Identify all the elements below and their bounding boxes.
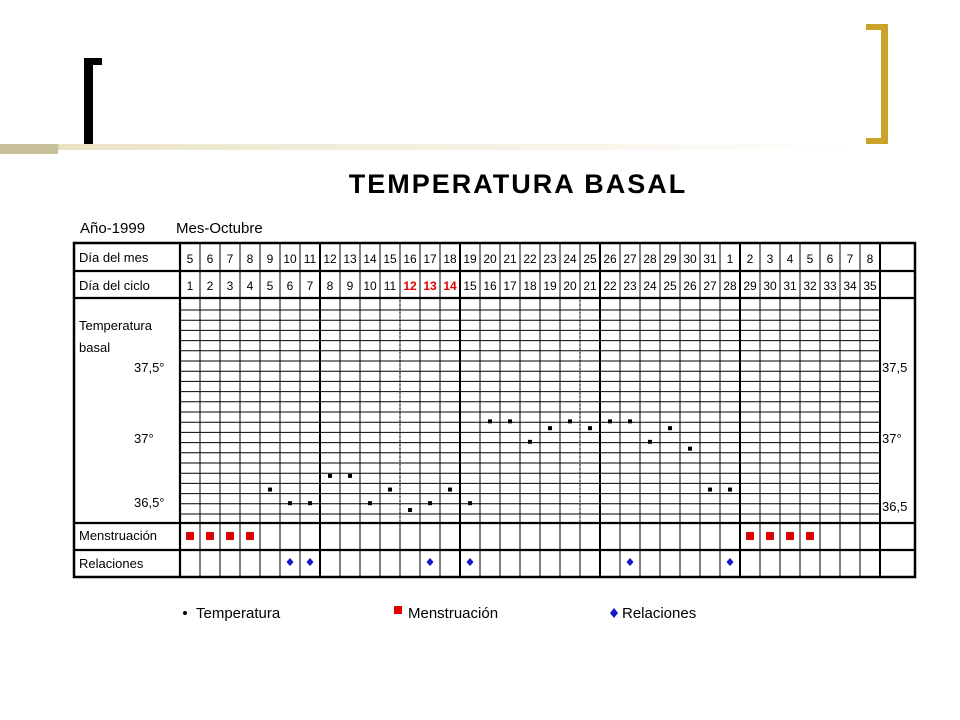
temperature-point <box>288 501 292 505</box>
relations-mark <box>307 558 314 566</box>
day-of-month-label: 15 <box>383 252 397 266</box>
temperature-point <box>428 501 432 505</box>
day-of-month-label: 27 <box>623 252 637 266</box>
day-of-month-label: 17 <box>423 252 437 266</box>
day-of-month-label: 24 <box>563 252 577 266</box>
cycle-day-label: 35 <box>863 279 877 293</box>
day-of-month-label: 6 <box>206 252 214 266</box>
cycle-day-label: 26 <box>683 279 697 293</box>
y-tick-right-37-5: 37,5 <box>882 360 908 375</box>
y-tick-right-36-5: 36,5 <box>882 499 908 514</box>
menstruation-mark <box>766 532 774 540</box>
temperature-point <box>408 508 412 512</box>
cycle-day-label: 25 <box>663 279 677 293</box>
day-of-month-label: 8 <box>246 252 254 266</box>
cycle-day-label: 24 <box>643 279 657 293</box>
cycle-day-label: 28 <box>723 279 737 293</box>
temperature-point <box>328 474 332 478</box>
day-of-month-label: 3 <box>766 252 774 266</box>
cycle-day-label: 2 <box>206 279 214 293</box>
temperature-point <box>568 419 572 423</box>
relations-mark <box>427 558 434 566</box>
legend-temperature-marker <box>183 611 187 615</box>
temperature-point <box>308 501 312 505</box>
temperature-point <box>548 426 552 430</box>
month-label: Mes-Octubre <box>176 220 263 237</box>
temperature-point <box>728 488 732 492</box>
cycle-day-label: 13 <box>423 279 437 293</box>
day-of-month-label: 5 <box>806 252 814 266</box>
day-of-month-label: 10 <box>283 252 297 266</box>
row-label-relaciones: Relaciones <box>79 556 144 571</box>
day-of-month-label: 2 <box>746 252 754 266</box>
temperature-point <box>268 488 272 492</box>
cycle-day-label: 18 <box>523 279 537 293</box>
row-label-dia-mes: Día del mes <box>79 250 149 265</box>
chart-title: TEMPERATURA BASAL <box>348 169 688 199</box>
row-label-basal: basal <box>79 340 111 355</box>
temperature-point <box>368 501 372 505</box>
menstruation-mark <box>246 532 254 540</box>
day-of-month-label: 4 <box>786 252 794 266</box>
menstruation-mark <box>226 532 234 540</box>
cycle-day-label: 22 <box>603 279 617 293</box>
temperature-point <box>488 419 492 423</box>
cycle-day-label: 23 <box>623 279 637 293</box>
cycle-day-label: 33 <box>823 279 837 293</box>
cycle-day-label: 9 <box>346 279 354 293</box>
cycle-day-label: 34 <box>843 279 857 293</box>
day-of-month-label: 7 <box>846 252 854 266</box>
cycle-day-label: 30 <box>763 279 777 293</box>
cycle-day-label: 6 <box>286 279 294 293</box>
temperature-point <box>388 488 392 492</box>
row-label-menstruacion: Menstruación <box>79 528 158 543</box>
day-of-month-label: 31 <box>703 252 717 266</box>
menstruation-mark <box>806 532 814 540</box>
temperature-point <box>708 488 712 492</box>
temperature-point <box>588 426 592 430</box>
menstruation-mark <box>746 532 754 540</box>
day-of-month-label: 22 <box>523 252 537 266</box>
temperature-point <box>648 440 652 444</box>
day-of-month-label: 20 <box>483 252 497 266</box>
menstruation-mark <box>786 532 794 540</box>
day-of-month-label: 26 <box>603 252 617 266</box>
temperature-point <box>508 419 512 423</box>
temperature-point <box>468 501 472 505</box>
cycle-day-label: 3 <box>226 279 234 293</box>
cycle-day-label: 12 <box>403 279 417 293</box>
day-of-month-label: 23 <box>543 252 557 266</box>
cycle-day-label: 21 <box>583 279 597 293</box>
day-of-month-label: 30 <box>683 252 697 266</box>
legend-relations-label: Relaciones <box>622 605 697 622</box>
cycle-day-label: 14 <box>443 279 457 293</box>
cycle-day-label: 7 <box>306 279 314 293</box>
legend-menstruation-label: Menstruación <box>408 605 499 622</box>
year-label: Año-1999 <box>80 220 146 237</box>
relations-mark <box>287 558 294 566</box>
cycle-day-label: 1 <box>186 279 194 293</box>
cycle-day-label: 32 <box>803 279 817 293</box>
day-of-month-label: 16 <box>403 252 417 266</box>
day-of-month-label: 18 <box>443 252 457 266</box>
temperature-point <box>448 488 452 492</box>
day-of-month-label: 29 <box>663 252 677 266</box>
chart-grid <box>74 243 915 577</box>
cycle-day-label: 17 <box>503 279 517 293</box>
relations-mark <box>627 558 634 566</box>
cycle-day-label: 10 <box>363 279 377 293</box>
cycle-day-label: 8 <box>326 279 334 293</box>
cycle-day-label: 15 <box>463 279 477 293</box>
temperature-point <box>348 474 352 478</box>
legend-relations-marker <box>610 608 618 618</box>
cycle-day-label: 29 <box>743 279 757 293</box>
day-of-month-label: 12 <box>323 252 337 266</box>
day-of-month-label: 6 <box>826 252 834 266</box>
temperature-point <box>528 440 532 444</box>
day-number-labels <box>187 252 877 293</box>
cycle-day-label: 27 <box>703 279 717 293</box>
menstruation-mark <box>206 532 214 540</box>
y-tick-36-5: 36,5° <box>134 495 165 510</box>
y-tick-37: 37° <box>134 431 154 446</box>
row-label-dia-ciclo: Día del ciclo <box>79 278 150 293</box>
day-of-month-label: 25 <box>583 252 597 266</box>
day-of-month-label: 14 <box>363 252 377 266</box>
temperature-point <box>688 447 692 451</box>
day-of-month-label: 13 <box>343 252 357 266</box>
cycle-day-label: 11 <box>383 279 397 293</box>
temperature-point <box>608 419 612 423</box>
day-of-month-label: 9 <box>266 252 274 266</box>
day-of-month-label: 11 <box>303 252 317 266</box>
cycle-day-label: 19 <box>543 279 557 293</box>
y-tick-37-5: 37,5° <box>134 360 165 375</box>
y-tick-right-37: 37° <box>882 431 902 446</box>
day-of-month-label: 28 <box>643 252 657 266</box>
day-of-month-label: 8 <box>866 252 874 266</box>
menstruation-mark <box>186 532 194 540</box>
chart-legend <box>183 605 696 622</box>
day-of-month-label: 19 <box>463 252 477 266</box>
day-of-month-label: 1 <box>726 252 734 266</box>
legend-temperature-label: Temperatura <box>196 605 281 622</box>
temperature-point <box>668 426 672 430</box>
row-label-temperatura: Temperatura <box>79 318 152 333</box>
relations-mark <box>467 558 474 566</box>
day-of-month-label: 5 <box>186 252 194 266</box>
legend-menstruation-marker <box>394 606 402 614</box>
temperature-point <box>628 419 632 423</box>
cycle-day-label: 20 <box>563 279 577 293</box>
day-of-month-label: 7 <box>226 252 234 266</box>
relations-mark <box>727 558 734 566</box>
cycle-day-label: 31 <box>783 279 797 293</box>
cycle-day-label: 16 <box>483 279 497 293</box>
day-of-month-label: 21 <box>503 252 517 266</box>
cycle-day-label: 4 <box>246 279 254 293</box>
cycle-day-label: 5 <box>266 279 274 293</box>
